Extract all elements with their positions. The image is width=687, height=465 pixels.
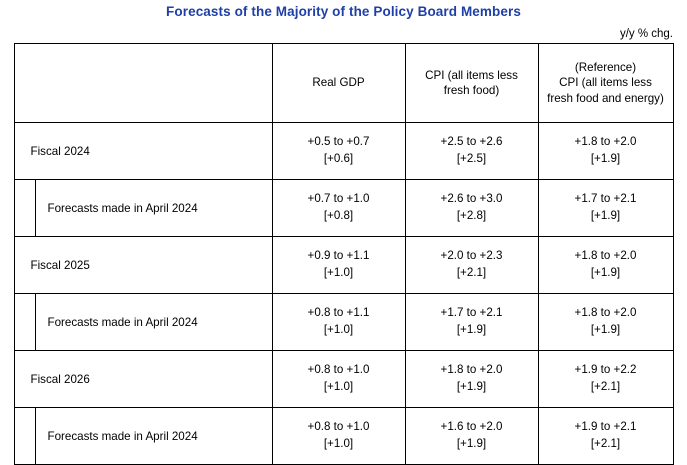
value-range: +1.7 to +2.1 xyxy=(440,306,503,320)
cell-reference-cpi xyxy=(538,237,673,294)
value-point: [+1.9] xyxy=(590,266,621,279)
value-point: [+1.0] xyxy=(323,323,354,336)
cell-real-gdp xyxy=(272,351,405,408)
value-range: +0.7 to +1.0 xyxy=(307,192,370,206)
row-label: Fiscal 2025 xyxy=(30,258,90,272)
value-range: +2.0 to +2.3 xyxy=(440,249,503,263)
value-range: +1.8 to +2.0 xyxy=(440,363,503,377)
table-row xyxy=(14,237,673,294)
value-range: +0.8 to +1.0 xyxy=(307,363,370,377)
value-range: +0.8 to +1.0 xyxy=(307,420,370,434)
cell-cpi xyxy=(405,237,538,294)
value-point: [+1.0] xyxy=(323,437,354,450)
row-label: Fiscal 2024 xyxy=(30,144,90,158)
row-label-cell xyxy=(14,180,272,237)
value-point: [+2.1] xyxy=(590,380,621,393)
header-real-gdp-label: Real GDP xyxy=(312,76,365,90)
cell-reference-cpi xyxy=(538,351,673,408)
table-row xyxy=(14,180,673,237)
cell-reference-cpi xyxy=(538,294,673,351)
row-label-cell xyxy=(14,123,272,180)
cell-reference-cpi xyxy=(538,123,673,180)
header-reference-line1: (Reference) xyxy=(574,61,637,75)
value-point: [+2.1] xyxy=(590,437,621,450)
value-range: +1.6 to +2.0 xyxy=(440,420,503,434)
table-row xyxy=(14,351,673,408)
header-reference-line3: fresh food and energy) xyxy=(547,91,664,105)
row-indent-gutter xyxy=(15,180,36,236)
value-point: [+1.9] xyxy=(590,152,621,165)
value-range: +1.8 to +2.0 xyxy=(574,135,637,149)
value-point: [+1.9] xyxy=(456,323,487,336)
cell-reference-cpi xyxy=(538,180,673,237)
header-cell-reference-cpi xyxy=(538,44,673,123)
row-label: Forecasts made in April 2024 xyxy=(47,315,198,329)
header-cell-real-gdp xyxy=(272,44,405,123)
row-label: Fiscal 2026 xyxy=(30,372,90,386)
value-point: [+0.6] xyxy=(323,152,354,165)
cell-cpi xyxy=(405,294,538,351)
header-cell-blank xyxy=(14,44,272,123)
header-cpi-line1: CPI (all items less xyxy=(425,68,518,82)
page-title: Forecasts of the Majority of the Policy Board Members xyxy=(166,4,521,19)
value-range: +0.9 to +1.1 xyxy=(307,249,370,263)
cell-real-gdp xyxy=(272,237,405,294)
value-point: [+1.0] xyxy=(323,380,354,393)
value-point: [+1.0] xyxy=(323,266,354,279)
table-row xyxy=(14,123,673,180)
row-indent-gutter xyxy=(15,294,36,350)
value-point: [+1.9] xyxy=(456,380,487,393)
value-range: +0.8 to +1.1 xyxy=(307,306,370,320)
value-point: [+1.9] xyxy=(456,437,487,450)
table-row xyxy=(14,294,673,351)
value-point: [+1.9] xyxy=(590,323,621,336)
value-range: +1.8 to +2.0 xyxy=(574,306,637,320)
cell-cpi xyxy=(405,351,538,408)
row-label-cell xyxy=(14,351,272,408)
value-range: +1.9 to +2.1 xyxy=(574,420,637,434)
value-point: [+2.8] xyxy=(456,209,487,222)
header-reference-line2: CPI (all items less xyxy=(559,76,652,90)
value-range: +1.7 to +2.1 xyxy=(574,192,637,206)
header-cell-cpi xyxy=(405,44,538,123)
value-range: +0.5 to +0.7 xyxy=(307,135,370,149)
value-point: [+2.5] xyxy=(456,152,487,165)
row-label-cell xyxy=(14,237,272,294)
forecast-table xyxy=(14,43,674,465)
cell-cpi xyxy=(405,180,538,237)
row-label-cell xyxy=(14,294,272,351)
value-range: +2.6 to +3.0 xyxy=(440,192,503,206)
row-label: Forecasts made in April 2024 xyxy=(47,429,198,443)
value-point: [+2.1] xyxy=(456,266,487,279)
value-point: [+1.9] xyxy=(590,209,621,222)
table-header-row xyxy=(14,44,673,123)
value-range: +2.5 to +2.6 xyxy=(440,135,503,149)
cell-cpi xyxy=(405,123,538,180)
value-point: [+0.8] xyxy=(323,209,354,222)
cell-real-gdp xyxy=(272,123,405,180)
cell-real-gdp xyxy=(272,294,405,351)
header-cpi-line2: fresh food) xyxy=(443,84,500,97)
unit-note: y/y % chg. xyxy=(619,28,673,40)
cell-real-gdp xyxy=(272,180,405,237)
value-range: +1.8 to +2.0 xyxy=(574,249,637,263)
value-range: +1.9 to +2.2 xyxy=(574,363,637,377)
row-label: Forecasts made in April 2024 xyxy=(47,201,198,215)
